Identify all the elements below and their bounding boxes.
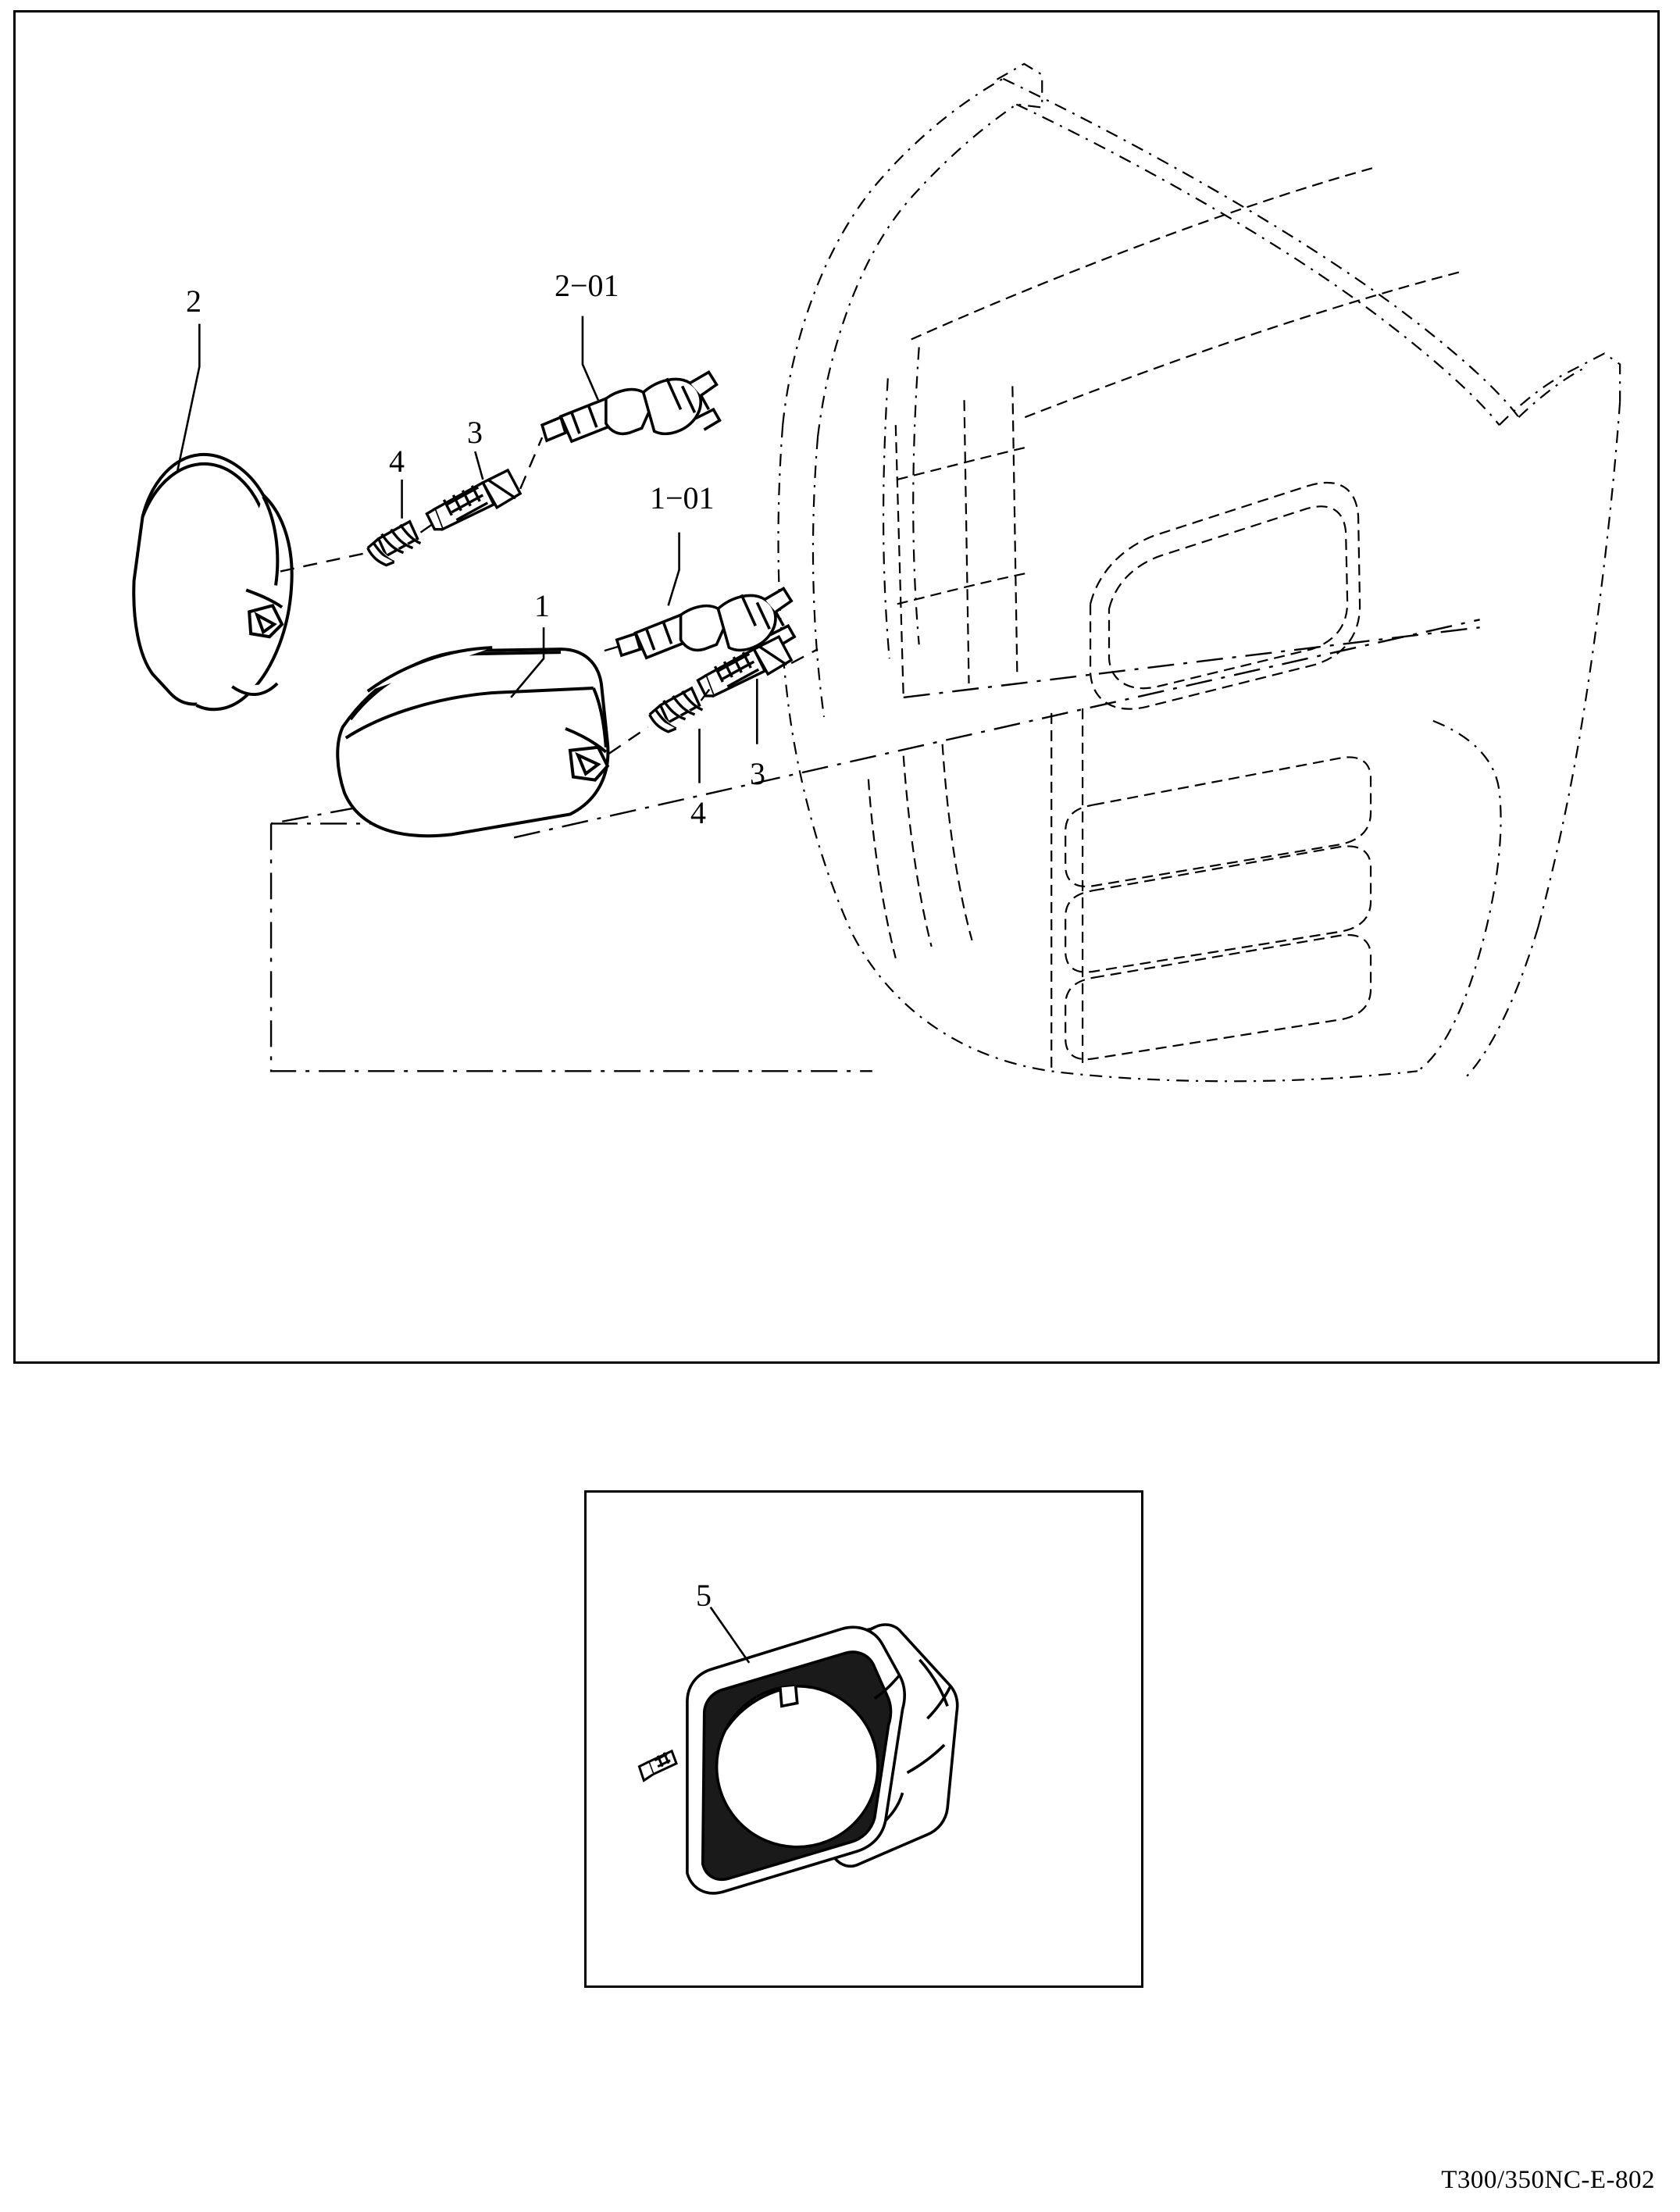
callout-1-01: 1−01 [650, 480, 715, 516]
callout-2-01: 2−01 [555, 268, 619, 303]
spring-4-upper [368, 522, 421, 565]
callout-3-lower: 3 [750, 756, 765, 791]
projection-box [271, 795, 872, 1072]
spring-4-lower [650, 688, 703, 732]
grille-slats [869, 168, 1464, 1071]
headlamp-assembly-2 [134, 455, 291, 709]
callout-4-lower: 4 [690, 795, 706, 830]
machine-body-outline [778, 64, 1620, 1082]
callout-5: 5 [696, 1578, 712, 1613]
callout-3-upper: 3 [467, 415, 483, 450]
bulb-2-01 [542, 372, 719, 441]
detail-leader-line [711, 1607, 750, 1663]
callout-4-upper: 4 [389, 444, 405, 479]
headlamp-assembly-1 [337, 648, 608, 836]
callout-2: 2 [186, 284, 202, 319]
main-diagram-panel [13, 10, 1660, 1364]
drawing-number: T300/350NC-E-802 [1441, 2166, 1655, 2194]
callout-1: 1 [534, 588, 550, 623]
work-light-5 [687, 1625, 958, 1893]
detail-diagram-panel [584, 1490, 1143, 1988]
main-diagram-artwork [16, 12, 1657, 1361]
screw-3-upper [426, 470, 520, 530]
mounting-screw-detail [639, 1751, 676, 1781]
detail-diagram-artwork [587, 1493, 1141, 1985]
